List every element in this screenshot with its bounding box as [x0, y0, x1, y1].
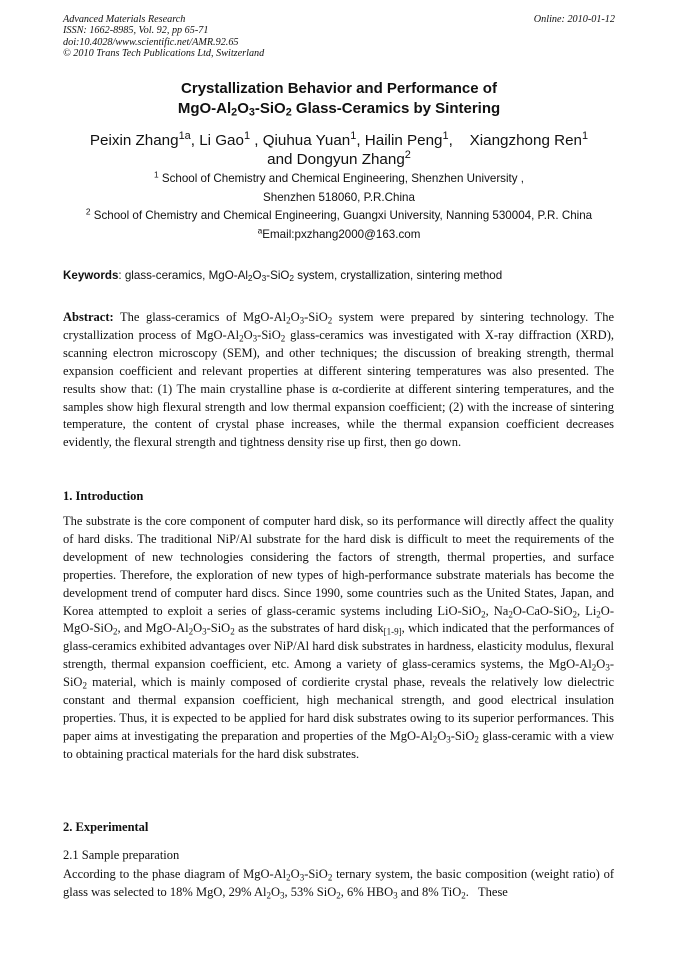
- subscript: 2: [231, 106, 238, 119]
- affiliation-1: [40, 169, 638, 186]
- body-text: O: [290, 867, 300, 881]
- author-name: , Xiangzhong Ren: [448, 132, 582, 149]
- subscript: 2: [461, 890, 466, 901]
- email-address[interactable]: Email:pxzhang2000@163.com: [262, 228, 421, 241]
- abstract-label: Abstract:: [63, 310, 114, 324]
- body-text: O: [193, 621, 203, 636]
- author-list: [40, 131, 638, 169]
- abstract-paragraph: [63, 309, 614, 452]
- body-text: as the substrates of hard disk: [234, 621, 384, 636]
- abstract-text: O: [290, 310, 300, 324]
- body-text: -SiO: [63, 657, 614, 690]
- subscript: 3: [299, 315, 305, 326]
- body-text: O: [596, 657, 606, 672]
- abstract-text: system were prepared by sintering technology. The crystallization process of MgO-Al: [63, 310, 614, 342]
- keywords-text: system, crystallization, sintering method: [294, 269, 503, 282]
- author-affil-mark: 1: [442, 129, 449, 142]
- paper-title: [40, 79, 638, 119]
- body-text: ternary system, the basic composition (weight ratio) of glass was selected to 18% MgO, 29% Al: [63, 867, 614, 899]
- subscript: 3: [261, 273, 267, 284]
- subscript: 2: [247, 273, 253, 284]
- subscript: 2: [596, 608, 601, 619]
- author-affil-mark: 1a: [178, 129, 191, 142]
- body-text: According to the phase diagram of MgO-Al: [63, 867, 287, 881]
- section-heading-experimental: 2. Experimental: [63, 820, 149, 834]
- affiliation-2: [40, 206, 638, 223]
- title-text: -SiO: [254, 100, 286, 117]
- author-line-1: [40, 131, 638, 150]
- affiliation-1-address: [40, 191, 638, 205]
- abstract-text: O: [243, 327, 253, 342]
- subscript: 2: [481, 608, 486, 619]
- journal-name: Advanced Materials Research: [63, 14, 186, 25]
- body-text: and 8% TiO: [397, 884, 462, 899]
- citation-ref[interactable]: [1-9]: [383, 626, 402, 637]
- body-text: O: [270, 884, 280, 899]
- affil-text: School of Chemistry and Chemical Engineering, Shenzhen University ,: [158, 172, 525, 185]
- body-text: material, which is mainly composed of cordierite crystal phase, reveals the relatively low dielectric constant and thermal expansion coefficient, high mechanical strength, and good electrical insulation properties. Thus, it is expected to be applied for hard disk substrates owing to its superior performances. This paper aims at investigating the preparation and properties of the MgO-Al: [63, 675, 614, 743]
- abstract-text: -SiO: [304, 310, 328, 324]
- affil-text: School of Chemistry and Chemical Engineering, Guangxi University, Nanning 530004, P.R. China: [90, 209, 593, 222]
- title-text: MgO-Al: [177, 100, 232, 117]
- subscript: 2: [327, 872, 333, 883]
- affiliation-1-line-1: [40, 169, 638, 186]
- title-text: Glass-Ceramics by Sintering: [291, 100, 501, 117]
- subsection-heading-sample-preparation: 2.1 Sample preparation: [63, 848, 180, 862]
- contact-email: [40, 225, 638, 242]
- subscript: 2: [336, 890, 341, 901]
- introduction-paragraph: [63, 513, 614, 764]
- body-text: , Na: [485, 603, 509, 618]
- body-text: O-MgO-SiO: [63, 603, 614, 636]
- subscript: 2: [280, 333, 286, 344]
- subscript: 3: [605, 662, 610, 673]
- title-line-1: Crystallization Behavior and Performance of: [181, 80, 497, 97]
- author-name: Peixin Zhang: [89, 132, 179, 149]
- body-text: , 53% SiO: [284, 884, 337, 899]
- subscript: 2: [286, 872, 291, 883]
- body-text: O: [437, 728, 447, 743]
- author-name: and Dongyun Zhang: [267, 151, 405, 168]
- body-text: , and MgO-Al: [117, 621, 189, 636]
- subscript: 2: [285, 106, 292, 119]
- body-text: -SiO: [450, 728, 475, 743]
- subscript: 2: [474, 734, 479, 745]
- keywords-text: O: [252, 269, 262, 282]
- title-text: O: [237, 100, 249, 117]
- subscript: 2: [572, 608, 578, 619]
- affil-mark: a: [257, 225, 263, 236]
- body-text: O-CaO-SiO: [512, 603, 573, 618]
- body-text: The substrate is the core component of computer hard disk, so its performance will directly affect the quality of hard disks. The traditional NiP/Al substrate for the hard disk is difficult to meet the requirements of the development of new technologies considering the factors of strength, thermal properties, and surface properties. Therefore, the exploration of new types of high-performance substrate materials has become the development trend of computer hard discs. Since 1990, some countries such as the United States, Japan, and Korea attempted to exploit a series of glass-ceramic systems including LiO-SiO: [63, 514, 614, 618]
- journal-header: [63, 14, 615, 60]
- keywords-text: -SiO: [266, 269, 290, 282]
- title-line-2: [40, 99, 638, 119]
- body-text: -SiO: [304, 867, 328, 881]
- keywords-label: Keywords: [63, 269, 119, 282]
- subscript: 2: [286, 315, 291, 326]
- author-line-2: [40, 150, 638, 169]
- subscript: 2: [266, 890, 271, 901]
- subscript: 2: [327, 315, 333, 326]
- abstract-text: glass-ceramics was investigated with X-ray diffraction (XRD), scanning electron microscopy (SEM), and other techniques; the discussion of breaking strength, thermal expansion coefficient and relevant properties at different sintering temperatures was also presented. The results show that: (1) The main crystalline phase is α-cordierite at different sintering temperatures, and the samples show high flexural strength and low thermal expansion coefficient; (2) with the increase of sintering temperature, the content of crystal phase increases, while the thermal expansion coefficient decreases evidently, the flexural strength and tightness density rise up first, then go down.: [63, 327, 614, 450]
- body-text: , 6% HBO: [340, 884, 394, 899]
- subscript: 3: [279, 890, 285, 901]
- author-affil-mark: 2: [404, 148, 411, 161]
- body-text: . These: [465, 884, 508, 899]
- keywords-text: : glass-ceramics, MgO-Al: [118, 269, 248, 282]
- subscript: 2: [113, 626, 118, 637]
- section-heading-introduction: 1. Introduction: [63, 489, 144, 503]
- affil-text: Shenzhen 518060, P.R.China: [263, 191, 415, 204]
- copyright-line: © 2010 Trans Tech Publications Ltd, Switzerland: [63, 48, 265, 60]
- subscript: 2: [230, 626, 235, 637]
- subscript: 2: [432, 734, 438, 745]
- subscript: 3: [299, 872, 305, 883]
- subscript: 2: [188, 626, 194, 637]
- subscript: 3: [248, 106, 255, 119]
- subscript: 2: [508, 608, 513, 619]
- subscript: 3: [252, 333, 258, 344]
- issn-line: ISSN: 1662-8985, Vol. 92, pp 65-71: [63, 25, 209, 37]
- abstract-text: -SiO: [257, 327, 281, 342]
- author-affil-mark: 1: [350, 129, 357, 142]
- author-name: , Li Gao: [190, 132, 244, 149]
- body-text: glass-ceramic with a view to obtaining practical materials for the hard disk substrates.: [63, 728, 614, 761]
- body-text: , which indicated that the performances of glass-ceramics exhibited advantages over NiP/Al hard disk substrates in hardness, elasticity modulus, flexural strength, thermal expansion coefficient, etc. Among a variety of glass-ceramics systems, the MgO-Al: [63, 621, 614, 672]
- body-text: , Li: [577, 603, 597, 618]
- subscript: 2: [289, 273, 295, 284]
- body-text: -SiO: [206, 621, 231, 636]
- author-affil-mark: 1: [581, 129, 589, 142]
- subscript: 2: [591, 662, 597, 673]
- online-date: Online: 2010-01-12: [533, 14, 615, 25]
- abstract-text: The glass-ceramics of MgO-Al: [113, 310, 287, 324]
- subscript: 2: [239, 333, 244, 344]
- subscript: 3: [393, 890, 398, 901]
- subscript: 3: [446, 734, 451, 745]
- affil-mark: 2: [85, 206, 91, 217]
- author-name: , Qiuhua Yuan: [250, 132, 351, 149]
- affil-mark: 1: [153, 169, 159, 180]
- doi-line[interactable]: doi:10.4028/www.scientific.net/AMR.92.65: [63, 36, 239, 48]
- author-name: , Hailin Peng: [356, 132, 443, 149]
- subscript: 3: [202, 626, 207, 637]
- author-affil-mark: 1: [243, 129, 251, 142]
- subscript: 2: [82, 680, 87, 691]
- experimental-paragraph: [63, 866, 614, 902]
- keywords-line: [63, 269, 623, 283]
